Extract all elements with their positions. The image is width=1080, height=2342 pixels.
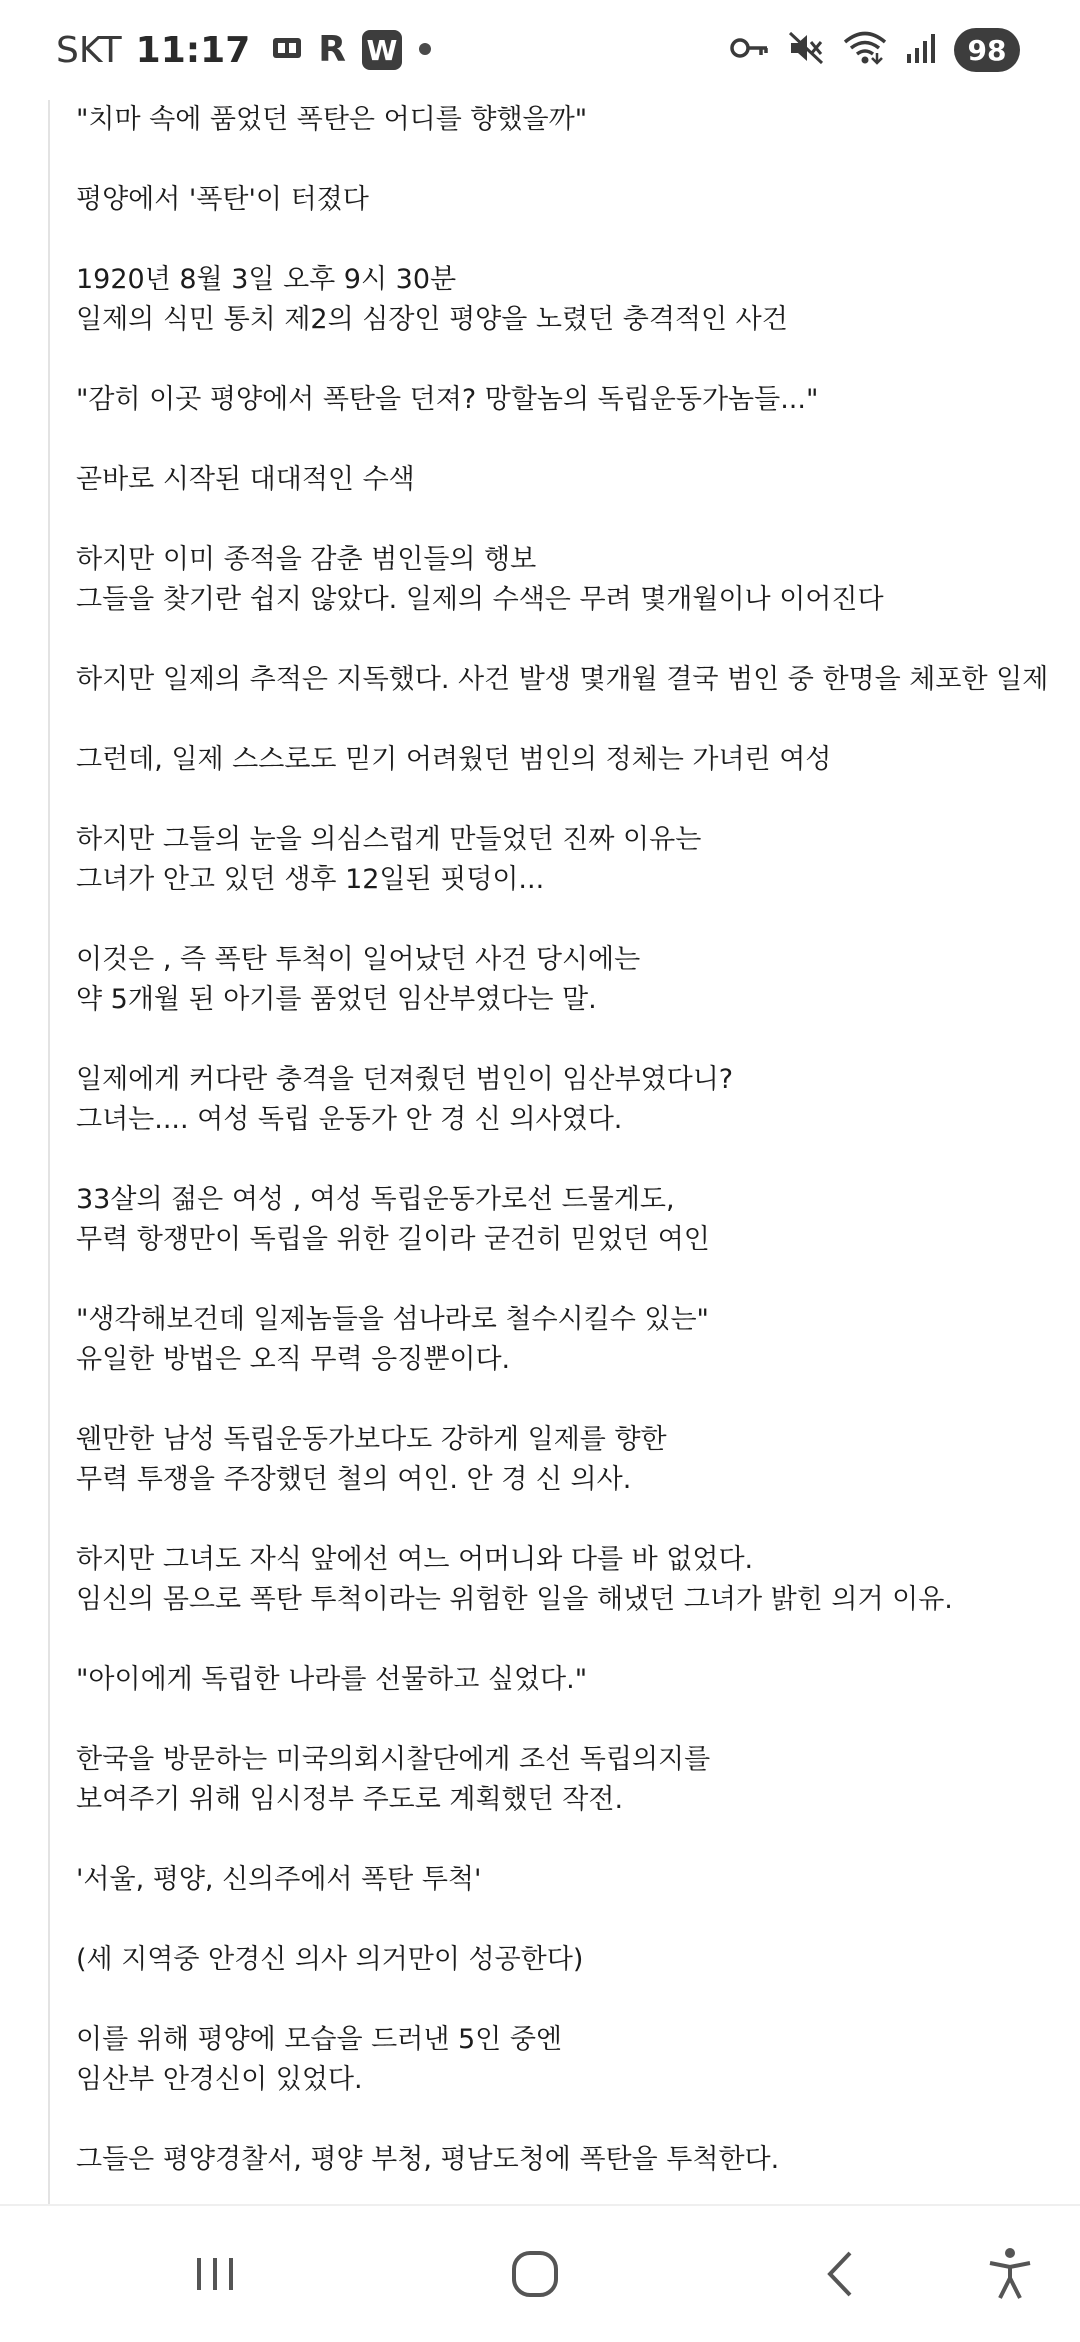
app-w-icon-letter: W bbox=[366, 33, 398, 67]
mute-icon bbox=[788, 31, 824, 69]
clock: 11:17 bbox=[135, 29, 251, 71]
paragraph-line: 약 5개월 된 아기를 품었던 임산부였다는 말. bbox=[76, 984, 597, 1015]
paragraph-line: 유일한 방법은 오직 무력 응징뿐이다. bbox=[76, 1344, 511, 1375]
paragraph-line: "생각해보건데 일제놈들을 섬나라로 철수시킬수 있는" bbox=[76, 1304, 709, 1335]
accessibility-button[interactable] bbox=[965, 2236, 1055, 2316]
paragraph-line: 평양에서 '폭탄'이 터졌다 bbox=[76, 184, 369, 215]
paragraph-line: 무력 투쟁을 주장했던 철의 여인. 안 경 신 의사. bbox=[76, 1464, 632, 1495]
article-body bbox=[76, 100, 1066, 2204]
post-content[interactable] bbox=[48, 60, 1080, 2204]
paragraph-line: 한국을 방문하는 미국의회시찰단에게 조선 독립의지를 bbox=[76, 1744, 711, 1775]
signal-icon bbox=[906, 32, 936, 68]
paragraph bbox=[76, 1060, 1066, 1140]
recent-apps-button[interactable] bbox=[170, 2236, 260, 2316]
paragraph-line: (세 지역중 안경신 의사 의거만이 성공한다) bbox=[76, 1944, 584, 1975]
home-button[interactable] bbox=[490, 2236, 580, 2316]
paragraph-line: 그런데, 일제 스스로도 믿기 어려웠던 범인의 정체는 가녀린 여성 bbox=[76, 744, 832, 775]
paragraph bbox=[76, 660, 1066, 700]
paragraph bbox=[76, 1300, 1066, 1380]
paragraph bbox=[76, 1940, 1066, 1980]
app-w-icon bbox=[362, 30, 402, 70]
paragraph bbox=[76, 460, 1066, 500]
navigation-bar bbox=[0, 2204, 1080, 2342]
paragraph-line: 임산부 안경신이 있었다. bbox=[76, 2064, 363, 2095]
status-right bbox=[730, 22, 1020, 78]
paragraph-line: 하지만 그들의 눈을 의심스럽게 만들었던 진짜 이유는 bbox=[76, 824, 702, 855]
naver-plus-icon bbox=[272, 36, 302, 64]
paragraph bbox=[76, 1660, 1066, 1700]
paragraph bbox=[76, 820, 1066, 900]
home-icon bbox=[509, 2248, 561, 2304]
paragraph bbox=[76, 380, 1066, 420]
paragraph-line: 곧바로 시작된 대대적인 수색 bbox=[76, 464, 415, 495]
paragraph bbox=[76, 2020, 1066, 2100]
paragraph-line: 일제의 식민 통치 제2의 심장인 평양을 노렸던 충격적인 사건 bbox=[76, 304, 788, 335]
status-bar bbox=[0, 0, 1080, 100]
notification-dot-icon bbox=[418, 41, 432, 60]
paragraph-line: 하지만 이미 종적을 감춘 범인들의 행보 bbox=[76, 544, 537, 575]
battery-indicator: 98 bbox=[954, 28, 1020, 72]
back-button[interactable] bbox=[795, 2236, 885, 2316]
paragraph-line: 1920년 8월 3일 오후 9시 30분 bbox=[76, 264, 457, 295]
paragraph bbox=[76, 940, 1066, 1020]
paragraph-line: 그녀가 안고 있던 생후 12일된 핏덩이... bbox=[76, 864, 545, 895]
paragraph-line: "감히 이곳 평양에서 폭탄을 던져? 망할놈의 독립운동가놈들..." bbox=[76, 384, 819, 415]
app-r-icon: R bbox=[318, 29, 346, 70]
status-left bbox=[56, 22, 448, 78]
paragraph-line: 무력 항쟁만이 독립을 위한 길이라 굳건히 믿었던 여인 bbox=[76, 1224, 710, 1255]
paragraph bbox=[76, 100, 1066, 140]
paragraph-line: 웬만한 남성 독립운동가보다도 강하게 일제를 향한 bbox=[76, 1424, 667, 1455]
paragraph bbox=[76, 1860, 1066, 1900]
paragraph-line: 그녀는.... 여성 독립 운동가 안 경 신 의사였다. bbox=[76, 1104, 623, 1135]
paragraph-line: 보여주기 위해 임시정부 주도로 계획했던 작전. bbox=[76, 1784, 624, 1815]
accessibility-icon bbox=[986, 2246, 1034, 2306]
paragraph bbox=[76, 180, 1066, 220]
paragraph-line: 그들은 평양경찰서, 평양 부청, 평남도청에 폭탄을 투척한다. bbox=[76, 2144, 780, 2175]
paragraph bbox=[76, 260, 1066, 340]
paragraph-line: 하지만 그녀도 자식 앞에선 여느 어머니와 다를 바 없었다. bbox=[76, 1544, 754, 1575]
paragraph bbox=[76, 740, 1066, 780]
recent-apps-icon bbox=[191, 2250, 239, 2302]
paragraph bbox=[76, 540, 1066, 620]
paragraph-line: '서울, 평양, 신의주에서 폭탄 투척' bbox=[76, 1864, 482, 1895]
key-icon bbox=[730, 35, 770, 65]
paragraph-line: "아이에게 독립한 나라를 선물하고 싶었다." bbox=[76, 1664, 588, 1695]
paragraph bbox=[76, 2140, 1066, 2180]
paragraph-line: 임신의 몸으로 폭탄 투척이라는 위험한 일을 해냈던 그녀가 밝힌 의거 이유. bbox=[76, 1584, 953, 1615]
paragraph-line: "치마 속에 품었던 폭탄은 어디를 향했을까" bbox=[76, 104, 588, 135]
paragraph-line: 일제에게 커다란 충격을 던져줬던 범인이 임산부였다니? bbox=[76, 1064, 734, 1095]
paragraph-line: 그들을 찾기란 쉽지 않았다. 일제의 수색은 무려 몇개월이나 이어진다 bbox=[76, 584, 884, 615]
paragraph bbox=[76, 1180, 1066, 1260]
paragraph bbox=[76, 1740, 1066, 1820]
paragraph-line: 이것은 , 즉 폭탄 투척이 일어났던 사건 당시에는 bbox=[76, 944, 641, 975]
carrier-label: SKT bbox=[56, 29, 122, 71]
paragraph-line: 33살의 젊은 여성 , 여성 독립운동가로선 드물게도, bbox=[76, 1184, 675, 1215]
paragraph-line: 하지만 일제의 추적은 지독했다. 사건 발생 몇개월 결국 범인 중 한명을 체포한 일제 bbox=[76, 664, 1049, 695]
paragraph-line: 이를 위해 평양에 모습을 드러낸 5인 중엔 bbox=[76, 2024, 562, 2055]
paragraph bbox=[76, 1540, 1066, 1620]
back-icon bbox=[820, 2248, 860, 2304]
paragraph bbox=[76, 1420, 1066, 1500]
wifi-icon bbox=[842, 31, 888, 69]
